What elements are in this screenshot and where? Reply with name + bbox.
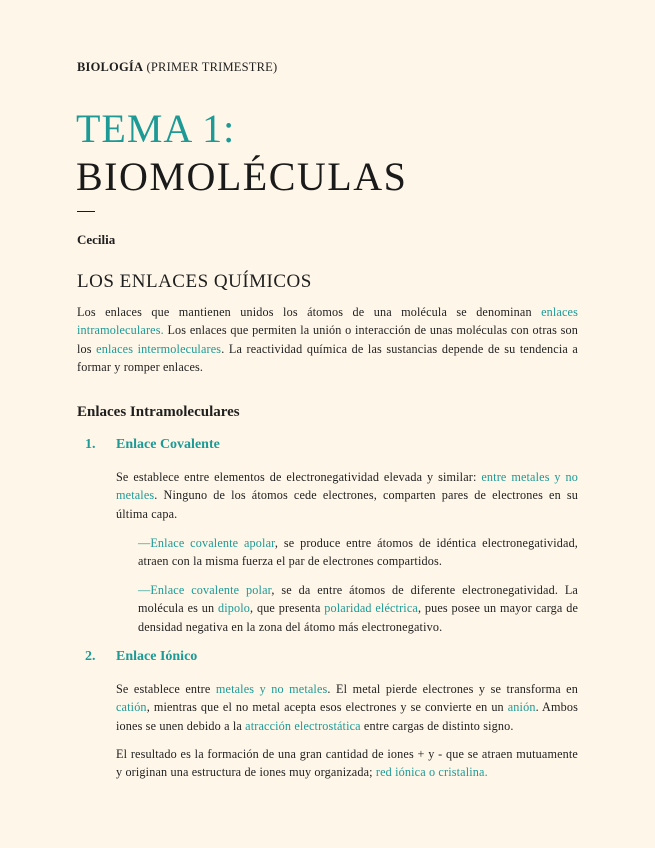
- list-number-1: 1.: [85, 437, 96, 452]
- author-name: Cecilia: [77, 232, 116, 247]
- text-run: entre cargas de distinto signo.: [360, 718, 514, 733]
- keyword-electric-polarity: polaridad eléctrica: [324, 601, 418, 616]
- keyword-electrostatic-attraction: atracción electrostática: [245, 718, 361, 733]
- intro-paragraph: [77, 303, 578, 376]
- keyword-dipole: dipolo: [217, 601, 251, 616]
- title-topic: TEMA 1:: [76, 106, 236, 151]
- covalent-paragraph: [116, 468, 578, 523]
- text-run: Los enlaces que permiten la unión o interacción de unas moléculas con otras son los: [77, 323, 578, 356]
- list-number-2: 2.: [85, 649, 96, 664]
- subsection-heading: Enlaces Intramoleculares: [77, 404, 240, 420]
- text-run: Se establece entre elementos de electronegatividad elevada y similar:: [116, 470, 482, 484]
- text-run: . Ninguno de los átomos cede electrones, comparten pares de electrones en su última capa.: [116, 488, 578, 521]
- keyword-metals-nonmetals: metales y no metales: [215, 682, 328, 696]
- text-run: , se produce entre átomos de idéntica electronegatividad, atraen con la misma fuerza el par de electrones compartidos.: [138, 536, 579, 569]
- covalent-apolar-bullet: [138, 534, 578, 571]
- ionic-result-paragraph: [116, 745, 578, 782]
- keyword-cation: catión: [116, 700, 147, 715]
- text-run: , que presenta: [250, 601, 325, 616]
- list-title-ionic: Enlace Iónico: [116, 649, 198, 664]
- text-run: , se da entre átomos de diferente electronegatividad. La molécula es un: [138, 583, 578, 616]
- text-run: . La reactividad química de las sustancias depende de su tendencia a formar y romper enlaces.: [77, 341, 578, 374]
- text-run: . Ambos iones se unen debido a la: [116, 700, 578, 733]
- text-run: El resultado es la formación de una gran cantidad de iones + y - que se atraen mutuamente y originan una estructura de iones muy organizada;: [116, 747, 578, 780]
- title-divider: [77, 211, 95, 212]
- keyword-intermolecular: enlaces intermoleculares: [96, 341, 222, 356]
- section-heading: LOS ENLACES QUÍMICOS: [77, 271, 312, 292]
- subject-term: (PRIMER TRIMESTRE): [146, 60, 278, 74]
- text-run: . El metal pierde electrones y se transforma en: [327, 682, 578, 696]
- keyword-ionic-lattice: red iónica o cristalina.: [375, 765, 488, 780]
- keyword-covalent-apolar: —Enlace covalente apolar: [138, 536, 275, 550]
- subject-name: BIOLOGÍA: [77, 60, 144, 74]
- text-run: Los enlaces que mantienen unidos los átomos de una molécula se denominan: [77, 305, 542, 319]
- ionic-paragraph: [116, 680, 578, 735]
- keyword-covalent-polar: —Enlace covalente polar: [138, 583, 272, 597]
- subject-header: [77, 60, 277, 75]
- list-title-covalent: Enlace Covalente: [116, 437, 220, 452]
- title-main: BIOMOLÉCULAS: [76, 154, 408, 199]
- covalent-polar-bullet: [138, 581, 578, 636]
- keyword-intramolecular: enlaces intramoleculares.: [77, 305, 578, 338]
- text-run: , mientras que el no metal acepta esos electrones y se convierte en un: [146, 700, 508, 715]
- keyword-anion: anión: [507, 700, 536, 715]
- keyword-metals-nonmetals: entre metales y no metales: [116, 470, 579, 503]
- text-run: Se establece entre: [116, 682, 216, 696]
- text-run: , pues posee un mayor carga de densidad negativa en la zona del átomo más electronegativo.: [138, 601, 579, 634]
